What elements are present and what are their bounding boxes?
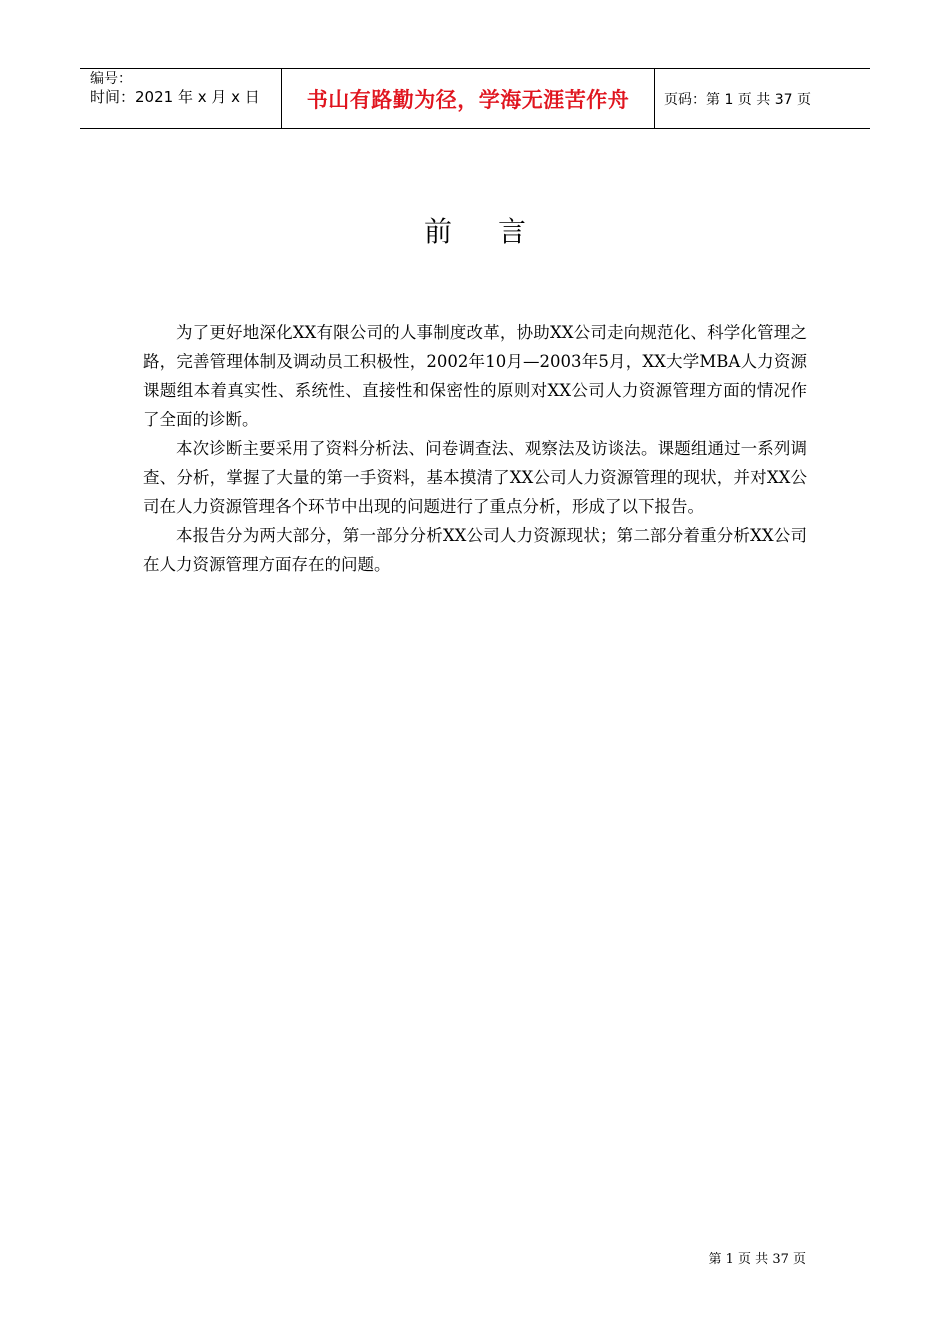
- page-header: [80, 68, 870, 129]
- page-footer: 第 1 页 共 37 页: [708, 1252, 806, 1267]
- body-paragraph: 本报告分为两大部分，第一部分分析XX公司人力资源现状；第二部分着重分析XX公司在人力资源管理方面存在的问题。: [143, 526, 807, 574]
- header-meta-cell: [80, 69, 282, 128]
- document-date-label: 时间：2021 年 x 月 x 日: [90, 88, 260, 106]
- body-paragraph: 为了更好地深化XX有限公司的人事制度改革，协助XX公司走向规范化、科学化管理之路，完善管理体制及调动员工积极性，2002年10月—2003年5月，XX大学MBA人力资源课题组本着真实性、系统性、直接性和保密性的原则对XX公司人力资源管理方面的情况作了全面的诊断。: [143, 323, 807, 429]
- header-page-cell: [655, 69, 870, 128]
- header-motto-cell: [282, 69, 655, 128]
- document-body: [143, 318, 807, 579]
- document-number-label: 编号：: [90, 71, 132, 87]
- document-title: 前言: [423, 215, 572, 248]
- body-paragraph: 本次诊断主要采用了资料分析法、问卷调查法、观察法及访谈法。课题组通过一系列调查、分析，掌握了大量的第一手资料，基本摸清了XX公司人力资源管理的现状，并对XX公司在人力资源管理各个环节中出现的问题进行了重点分析，形成了以下报告。: [143, 439, 807, 516]
- header-page-info: 页码：第 1 页 共 37 页: [664, 91, 811, 108]
- header-motto: 书山有路勤为径，学海无涯苦作舟: [306, 87, 630, 112]
